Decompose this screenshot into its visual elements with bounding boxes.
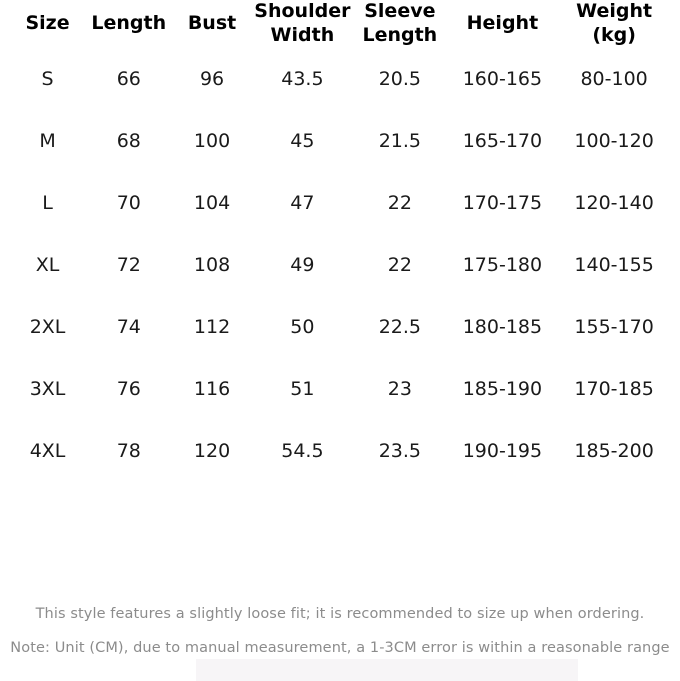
table-row bbox=[10, 48, 670, 110]
column-header-bust-line-1: Bust bbox=[187, 11, 237, 34]
cell-shoulder-width: 51 bbox=[290, 377, 315, 400]
cell-sleeve-length: 21.5 bbox=[378, 129, 422, 152]
cell-length: 72 bbox=[116, 253, 141, 276]
cell-size: XL bbox=[35, 253, 60, 276]
cell-bust: 108 bbox=[193, 253, 231, 276]
column-header-weight-line-1: Weight bbox=[576, 0, 653, 22]
cell-size: 2XL bbox=[29, 315, 66, 338]
cell-shoulder-width: 47 bbox=[290, 191, 315, 214]
cell-sleeve-length: 23 bbox=[387, 377, 412, 400]
cell-weight: 120-140 bbox=[574, 191, 654, 214]
size-chart-table bbox=[10, 0, 670, 482]
cell-shoulder-width: 54.5 bbox=[281, 439, 324, 462]
fit-note: This style features a slightly loose fit; it is recommended to size up when ordering. bbox=[35, 605, 645, 622]
header-row bbox=[10, 0, 670, 48]
cell-height: 160-165 bbox=[462, 67, 543, 90]
table-header bbox=[10, 0, 670, 48]
cell-size: 3XL bbox=[29, 377, 66, 400]
cell-size: S bbox=[41, 67, 54, 90]
measurement-note: Note: Unit (CM), due to manual measurement, a 1-3CM error is within a reasonable range bbox=[10, 639, 670, 656]
cell-height: 165-170 bbox=[462, 129, 543, 152]
cell-size: 4XL bbox=[29, 439, 66, 462]
cell-weight: 170-185 bbox=[574, 377, 654, 400]
column-header-size-line-1: Size bbox=[25, 11, 70, 34]
cell-sleeve-length: 23.5 bbox=[378, 439, 422, 462]
column-header-shoulder-width-line-1: Shoulder bbox=[254, 0, 351, 22]
column-header-weight-line-2: (kg) bbox=[592, 23, 636, 46]
column-header-length-line-1: Length bbox=[91, 11, 167, 34]
cell-length: 76 bbox=[116, 377, 141, 400]
column-header-sleeve-length bbox=[353, 0, 446, 48]
column-header-bust bbox=[172, 0, 251, 48]
column-header-size bbox=[10, 0, 85, 48]
cell-size: L bbox=[42, 191, 53, 214]
cell-shoulder-width: 45 bbox=[290, 129, 315, 152]
cell-bust: 104 bbox=[193, 191, 231, 214]
cell-height: 170-175 bbox=[462, 191, 543, 214]
cell-bust: 116 bbox=[193, 377, 231, 400]
column-header-height bbox=[447, 0, 559, 48]
cell-sleeve-length: 22 bbox=[387, 253, 412, 276]
cell-size: M bbox=[39, 129, 56, 152]
column-header-weight bbox=[558, 0, 670, 48]
column-header-length bbox=[85, 0, 172, 48]
cell-height: 190-195 bbox=[462, 439, 543, 462]
watermark-overlay bbox=[196, 659, 578, 681]
cell-shoulder-width: 50 bbox=[290, 315, 315, 338]
cell-weight: 80-100 bbox=[580, 67, 648, 90]
cell-length: 68 bbox=[116, 129, 141, 152]
column-header-shoulder-width-line-2: Width bbox=[270, 23, 335, 46]
cell-sleeve-length: 22 bbox=[387, 191, 412, 214]
cell-bust: 100 bbox=[193, 129, 231, 152]
cell-weight: 185-200 bbox=[574, 439, 654, 462]
table-row bbox=[10, 110, 670, 172]
table-row bbox=[10, 296, 670, 358]
table-row bbox=[10, 172, 670, 234]
cell-height: 185-190 bbox=[462, 377, 543, 400]
table-body bbox=[10, 48, 670, 482]
column-header-sleeve-length-line-1: Sleeve bbox=[364, 0, 436, 22]
column-header-shoulder-width bbox=[252, 0, 354, 48]
cell-weight: 140-155 bbox=[574, 253, 654, 276]
cell-bust: 112 bbox=[193, 315, 231, 338]
cell-shoulder-width: 43.5 bbox=[281, 67, 324, 90]
cell-length: 66 bbox=[116, 67, 141, 90]
cell-sleeve-length: 20.5 bbox=[378, 67, 422, 90]
cell-sleeve-length: 22.5 bbox=[378, 315, 422, 338]
table-row bbox=[10, 234, 670, 296]
cell-weight: 100-120 bbox=[574, 129, 654, 152]
cell-weight: 155-170 bbox=[574, 315, 654, 338]
table-row bbox=[10, 420, 670, 482]
cell-shoulder-width: 49 bbox=[290, 253, 315, 276]
cell-length: 70 bbox=[116, 191, 141, 214]
table-row bbox=[10, 358, 670, 420]
column-header-sleeve-length-line-2: Length bbox=[362, 23, 438, 46]
notes-section bbox=[0, 604, 680, 659]
cell-height: 175-180 bbox=[462, 253, 543, 276]
cell-height: 180-185 bbox=[462, 315, 543, 338]
cell-bust: 96 bbox=[199, 67, 225, 90]
cell-bust: 120 bbox=[193, 439, 231, 462]
cell-length: 74 bbox=[116, 315, 141, 338]
column-header-height-line-1: Height bbox=[466, 11, 539, 34]
cell-length: 78 bbox=[116, 439, 141, 462]
